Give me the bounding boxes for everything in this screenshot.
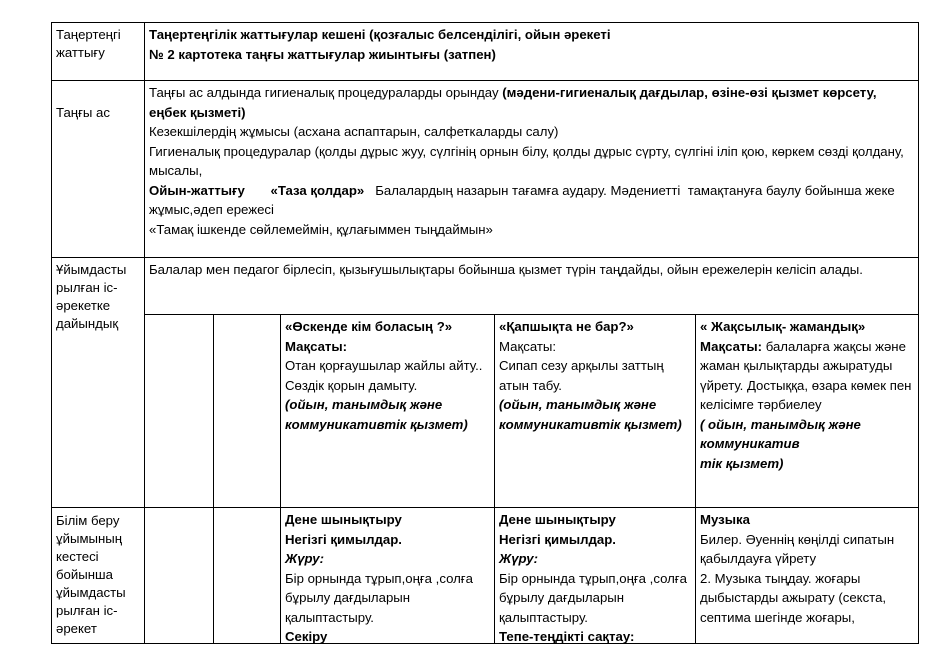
goal-label: Мақсаты:	[285, 338, 348, 354]
schedule-empty-cell	[214, 508, 280, 643]
row-label-morning-exercise: Таңертеңгі жаттығу	[56, 27, 125, 60]
lesson-subtitle: Негізгі қимылдар.	[499, 531, 616, 547]
lesson-title: Дене шынықтыру	[285, 512, 402, 527]
walk-label: Жүру:	[285, 551, 325, 566]
goal-text: Отан қорғаушылар жайлы айту.. Сөздік қорын дамыту.	[285, 358, 483, 393]
breakfast-hygiene-paragraph: Таңғы ас алдында гигиеналық процедураларды орындау (мәдени-гигиеналық дағдылар, өзіне-өзі қызмет көрсету, еңбек қызметі)	[149, 85, 881, 120]
goal-label: Мақсаты:	[499, 338, 557, 354]
activity-type-line-2: коммуникатив	[700, 436, 800, 451]
breakfast-procedures-paragraph: Гигиеналық процедуралар (қолды дұрыс жуу, сүлгінің орнын білу, қолды дұрыс сүрту, сүлгіні іліп қою, көркем сөзді қолдану, мысалы,	[149, 143, 904, 178]
lesson-line-1: Билер. Әуеннің көңілді сипатын қабылдауға үйрету	[700, 531, 895, 566]
row-label-preparation: Ұйымдасты рылған іс-әрекетке дайындық	[56, 262, 131, 331]
morning-exercise-line-2: № 2 картотека таңғы жаттығулар жиынтығы (затпен)	[149, 46, 496, 62]
game-title: «Өскенде кім боласың ?»	[285, 319, 453, 334]
activity-type-line-1: ( ойын, танымдық және	[700, 416, 861, 432]
schedule-card-1	[281, 508, 494, 643]
walk-text: Бір орнында тұрып,оңға ,солға бұрылу дағдыларын қалыптастыру.	[285, 570, 473, 625]
table-border-right	[918, 22, 919, 644]
next-exercise-label: Секіру	[285, 629, 328, 643]
schedule-empty-cell	[145, 508, 213, 643]
preparation-empty-cell	[145, 315, 213, 507]
goal-paragraph: Мақсаты: балаларға жақсы және жаман қылықтарды ажыратуды үйрету. Достыққа, өзара көмек пен келісімге тәрбиелеу	[700, 338, 916, 412]
walk-label: Жүру:	[499, 551, 539, 566]
lesson-line-2: 2. Музыка тыңдау. жоғары дыбыстарды ажырату (секста, септима шегінде жоғары,	[700, 570, 887, 625]
morning-exercise-line-1: Таңертеңгілік жаттығулар кешені (қозғалыс белсенділігі, ойын әрекеті	[149, 27, 611, 42]
breakfast-rule-paragraph: «Тамақ ішкенде сөйлемеймін, құлағыммен тыңдаймын»	[149, 221, 493, 237]
game-title: « Жақсылық- жамандық»	[700, 319, 866, 334]
game-title: «Қапшықта не бар?»	[499, 319, 634, 334]
walk-text: Бір орнында тұрып,оңға ,солға бұрылу дағдыларын қалыптастыру.	[499, 570, 687, 625]
schedule-card-3	[696, 508, 918, 643]
game-card-1	[281, 315, 494, 507]
activity-type: (ойын, танымдық және коммуникативтік қызмет)	[285, 397, 468, 432]
lesson-title: Дене шынықтыру	[499, 512, 616, 527]
lesson-subtitle: Негізгі қимылдар.	[285, 531, 402, 547]
morning-exercise-content	[145, 23, 918, 80]
breakfast-duty-paragraph: Кезекшілердің жұмысы (асхана аспаптарын, салфеткаларды салу)	[149, 124, 559, 139]
preparation-intro: Балалар мен педагог бірлесіп, қызығушылықтары бойынша қызмет түрін таңдайды, ойын ережелерін келісіп алады.	[149, 262, 863, 277]
game-card-2	[495, 315, 695, 507]
activity-type-line-3: тік қызмет)	[700, 455, 784, 471]
next-exercise-label: Тепе-теңдікті сақтау:	[499, 629, 635, 643]
breakfast-content	[145, 81, 918, 257]
breakfast-game-paragraph: Ойын-жаттығу «Таза қолдар» Балалардың назарын тағамға аудару. Мәдениетті тамақтануға баулу бойынша жеке жұмыс,әдеп ережесі	[149, 182, 899, 217]
row-label-schedule: Білім беру ұйымының кестесі бойынша ұйымдасты рылған іс-әрекет	[56, 513, 130, 636]
schedule-card-2	[495, 508, 695, 643]
preparation-empty-cell	[214, 315, 280, 507]
table-border-bottom	[51, 643, 919, 644]
activity-type: (ойын, танымдық және коммуникативтік қызмет)	[499, 397, 682, 432]
row-label-breakfast: Таңғы ас	[56, 105, 110, 120]
lesson-title: Музыка	[700, 512, 750, 527]
game-card-3	[696, 315, 918, 507]
goal-text: Сипап сезу арқылы заттың атын табу.	[499, 358, 664, 393]
